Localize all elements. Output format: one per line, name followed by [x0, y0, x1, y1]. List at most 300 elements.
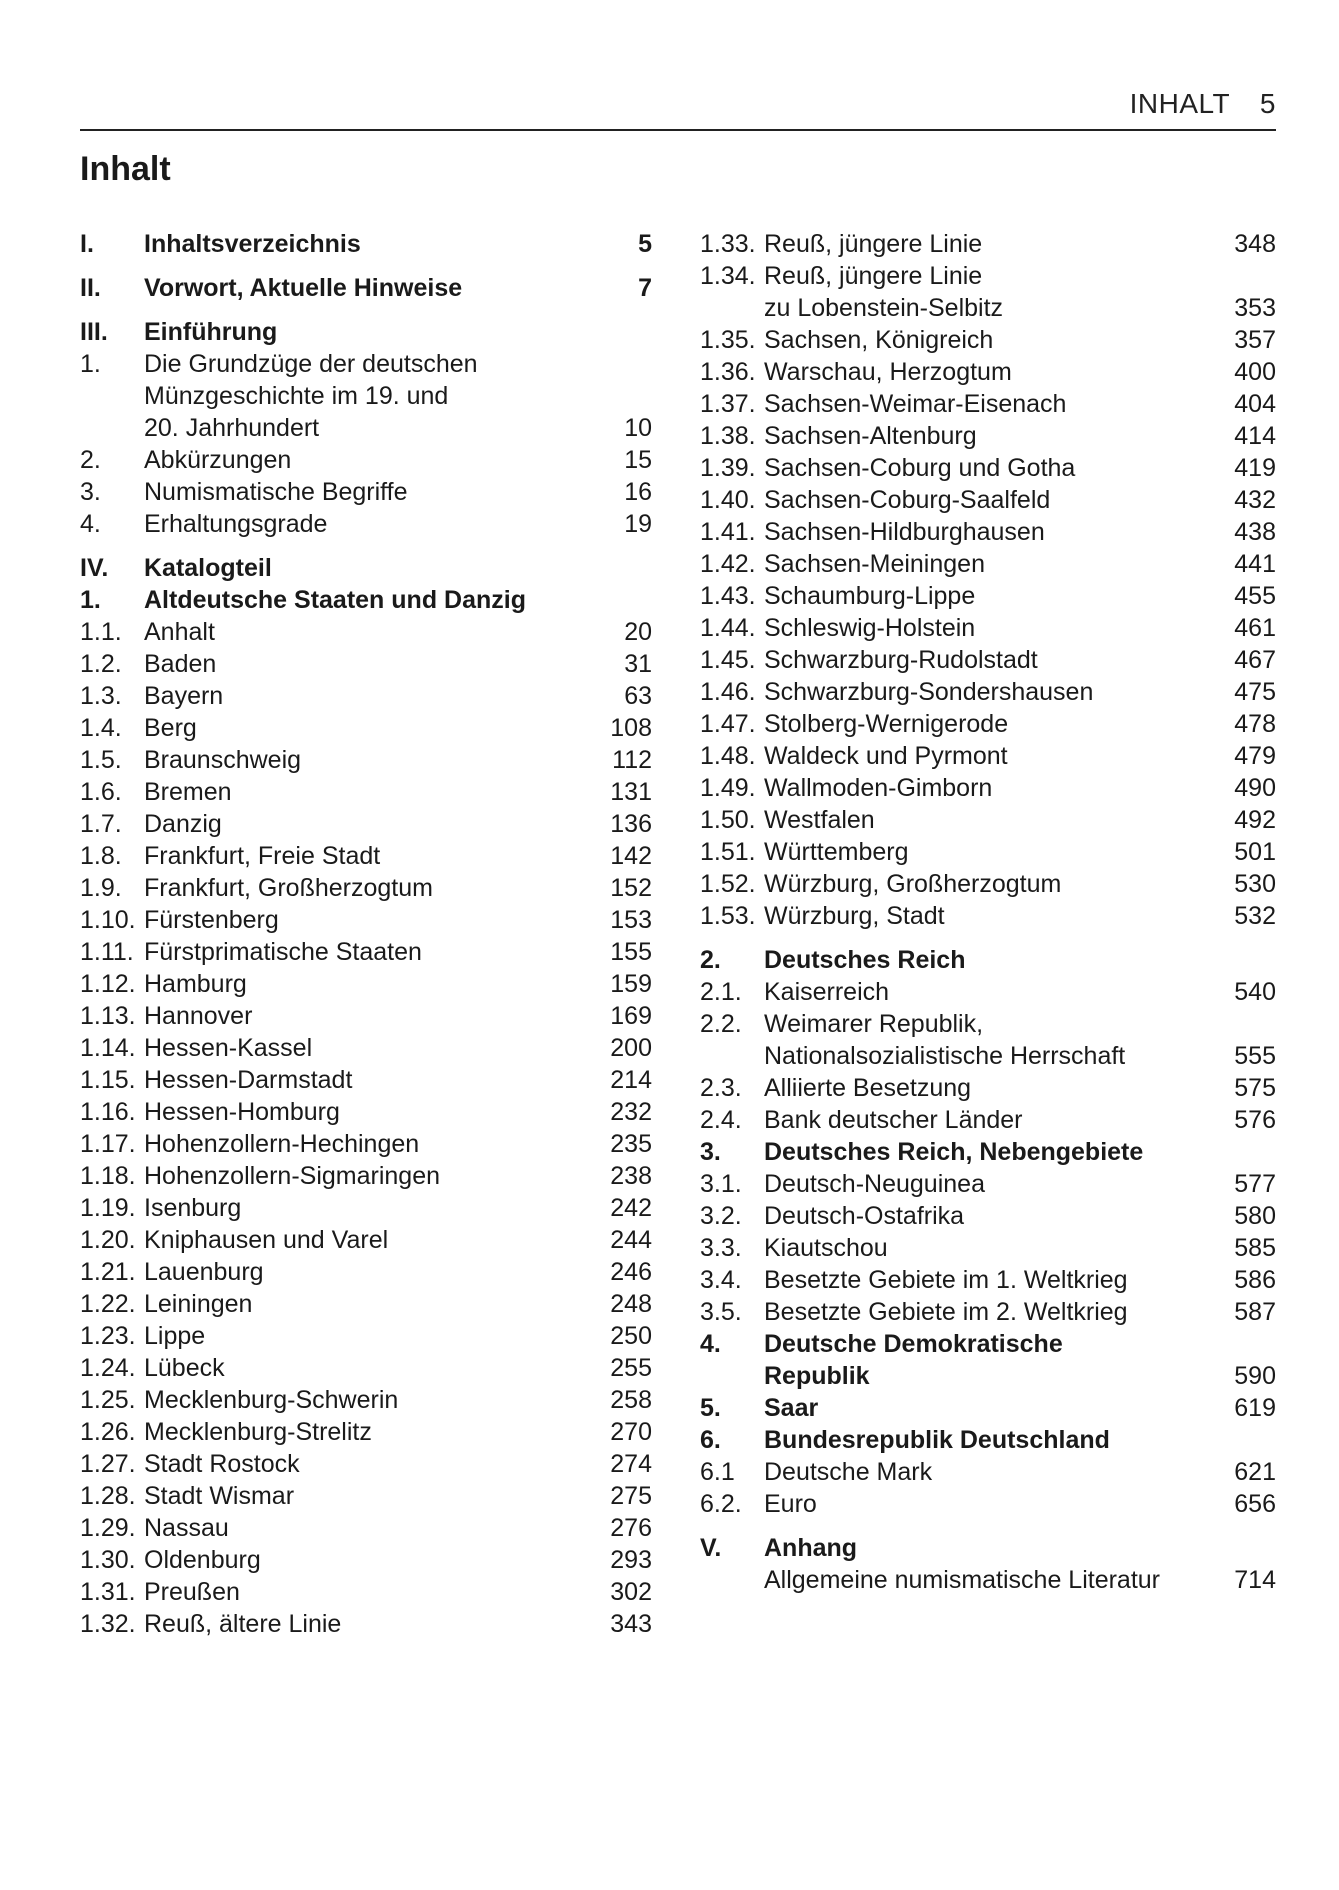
toc-entry-title [764, 1072, 1196, 1104]
toc-entry-title [144, 776, 572, 808]
toc-entry [80, 1384, 652, 1416]
toc-entry-number: 1.33. [700, 230, 756, 258]
toc-entry-page: 467 [1234, 646, 1276, 674]
toc-entry-number: 1.27. [80, 1450, 136, 1478]
toc-entry-title-line: Fürstenberg [144, 906, 279, 934]
toc-entry [700, 1264, 1276, 1296]
toc-entry [700, 944, 1276, 976]
toc-entry-title-line: Besetzte Gebiete im 1. Weltkrieg [764, 1266, 1128, 1294]
toc-entry-page: 585 [1234, 1234, 1276, 1262]
toc-entry-title [764, 516, 1196, 548]
toc-entry-title [144, 1416, 572, 1448]
toc-entry-title-line: Berg [144, 714, 197, 742]
toc-entry-title [144, 1128, 572, 1160]
toc-entry-title-line: Bremen [144, 778, 232, 806]
toc-entry-title [764, 388, 1196, 420]
toc-entry-page: 169 [610, 1002, 652, 1030]
toc-entry-title-line: Deutsch-Ostafrika [764, 1202, 965, 1230]
toc-entry [700, 260, 1276, 324]
toc-entry [80, 872, 652, 904]
toc-entry-title [144, 744, 572, 776]
toc-entry-number: 1.50. [700, 806, 756, 834]
toc-entry-number: 1.15. [80, 1066, 136, 1094]
toc-entry-title-line: Anhang [764, 1534, 858, 1562]
toc-entry-title [144, 1032, 572, 1064]
toc-entry-number: 1.7. [80, 810, 122, 838]
toc-entry-page: 576 [1234, 1106, 1276, 1134]
toc-entry-title-line: Kaiserreich [764, 978, 890, 1006]
toc-entry-number: 1.1. [80, 618, 122, 646]
toc-entry [80, 228, 652, 260]
toc-entry [80, 1544, 652, 1576]
toc-entry [700, 1532, 1276, 1564]
toc-entry-title-line: Fürstprimatische Staaten [144, 938, 422, 966]
toc-entry-title-line: Sachsen-Altenburg [764, 422, 977, 450]
toc-entry-title-line: Wallmoden-Gimborn [764, 774, 993, 802]
toc-entry [80, 904, 652, 936]
toc-entry-page: 20 [624, 618, 652, 646]
toc-entry-title-line: Euro [764, 1490, 817, 1518]
toc-entry-title-line: Abkürzungen [144, 446, 292, 474]
toc-entry-title [764, 1104, 1196, 1136]
toc-entry-title-line: Katalogteil [144, 554, 272, 582]
toc-entry-page: 152 [610, 874, 652, 902]
toc-entry-number: 1.30. [80, 1546, 136, 1574]
toc-entry-title-line: Kniphausen und Varel [144, 1226, 389, 1254]
toc-entry-page: 5 [638, 230, 652, 258]
toc-entry-number: 4. [700, 1330, 721, 1358]
toc-entry-title [764, 1200, 1196, 1232]
toc-entry-title-line: Republik [764, 1362, 870, 1390]
toc-entry-number: 1.22. [80, 1290, 136, 1318]
toc-entry-page: 275 [610, 1482, 652, 1510]
toc-entry-page: 438 [1234, 518, 1276, 546]
toc-entry-page: 155 [610, 938, 652, 966]
toc-entry-number: 1.6. [80, 778, 122, 806]
toc-entry [80, 1000, 652, 1032]
header-rule [80, 129, 1276, 131]
toc-entry-title [144, 1384, 572, 1416]
toc-entry-number: 1.35. [700, 326, 756, 354]
toc-entry-title-line: Isenburg [144, 1194, 242, 1222]
toc-entry-number: 2. [700, 946, 721, 974]
toc-entry-page: 540 [1234, 978, 1276, 1006]
toc-entry-number: 1.10. [80, 906, 136, 934]
toc-entry-title-line: Mecklenburg-Strelitz [144, 1418, 372, 1446]
toc-entry [80, 1064, 652, 1096]
toc-entry-number: 1.4. [80, 714, 122, 742]
toc-entry-page: 580 [1234, 1202, 1276, 1230]
toc-entry-title [764, 228, 1196, 260]
toc-entry-title [144, 872, 572, 904]
toc-entry [700, 1424, 1276, 1456]
toc-entry-title-line: Deutsches Reich, Nebengebiete [764, 1138, 1144, 1166]
toc-entry-number: 1.2. [80, 650, 122, 678]
toc-entry-title-line: Numismatische Begriffe [144, 478, 408, 506]
toc-entry-page: 348 [1234, 230, 1276, 258]
toc-entry [80, 744, 652, 776]
toc-entry-number: 1.32. [80, 1610, 136, 1638]
toc-entry-title [764, 260, 1196, 324]
toc-entry-title-line: Nationalsozialistische Herrschaft [764, 1042, 1126, 1070]
toc-entry-title [144, 1256, 572, 1288]
toc-entry-page: 353 [1234, 294, 1276, 322]
toc-entry [80, 272, 652, 304]
toc-entry-number: 1.24. [80, 1354, 136, 1382]
toc-entry-title-line: Württemberg [764, 838, 909, 866]
toc-entry-title [144, 616, 572, 648]
toc-entry-title [144, 840, 572, 872]
toc-entry-number: 1.25. [80, 1386, 136, 1414]
toc-entry-title [144, 1160, 572, 1192]
toc-entry-title-line: Schwarzburg-Sondershausen [764, 678, 1094, 706]
toc-entry-page: 131 [610, 778, 652, 806]
toc-entry-title-line: Hessen-Darmstadt [144, 1066, 353, 1094]
toc-entry-title [144, 1320, 572, 1352]
toc-entry [80, 648, 652, 680]
toc-entry-number: 1.48. [700, 742, 756, 770]
toc-entry-page: 501 [1234, 838, 1276, 866]
toc-entry [700, 1200, 1276, 1232]
running-head-page-number: 5 [1259, 88, 1276, 119]
toc-entry-number: 2.4. [700, 1106, 742, 1134]
toc-entry-page: 276 [610, 1514, 652, 1542]
toc-entry-page: 478 [1234, 710, 1276, 738]
toc-entry-title-line: Warschau, Herzogtum [764, 358, 1012, 386]
toc-entry-number: 3.3. [700, 1234, 742, 1262]
toc-entry [80, 508, 652, 540]
toc-entry-number: 1.53. [700, 902, 756, 930]
toc-entry-title-line: Sachsen-Weimar-Eisenach [764, 390, 1067, 418]
toc-entry-number: 1.45. [700, 646, 756, 674]
toc-entry [700, 740, 1276, 772]
toc-entry-number: 1.38. [700, 422, 756, 450]
toc-entry-title-line: Nassau [144, 1514, 229, 1542]
toc-entry-number: 1.28. [80, 1482, 136, 1510]
toc-entry-page: 530 [1234, 870, 1276, 898]
toc-entry-title-line: Hohenzollern-Sigmaringen [144, 1162, 440, 1190]
toc-entry-page: 200 [610, 1034, 652, 1062]
toc-entry-page: 293 [610, 1546, 652, 1574]
toc-entry-title-line: Münzgeschichte im 19. und [144, 382, 449, 410]
toc-entry [700, 484, 1276, 516]
toc-entry-title [764, 484, 1196, 516]
toc-entry-title [764, 644, 1196, 676]
toc-entry-number: 2.3. [700, 1074, 742, 1102]
toc-entry-page: 274 [610, 1450, 652, 1478]
toc-entry-page: 656 [1234, 1490, 1276, 1518]
toc-entry [700, 612, 1276, 644]
toc-entry-title-line: Altdeutsche Staaten und Danzig [144, 586, 526, 614]
toc-entry-title [144, 712, 572, 744]
toc-entry-title [144, 1480, 572, 1512]
toc-entry-title [764, 1136, 1196, 1168]
toc-entry-page: 621 [1234, 1458, 1276, 1486]
toc-entry-page: 586 [1234, 1266, 1276, 1294]
toc-entry [80, 808, 652, 840]
toc-entry-page: 246 [610, 1258, 652, 1286]
toc-entry-title [764, 740, 1196, 772]
toc-entry-title-line: Hannover [144, 1002, 253, 1030]
toc-entry-title [764, 612, 1196, 644]
toc-entry-number: 1.26. [80, 1418, 136, 1446]
toc-entry-page: 153 [610, 906, 652, 934]
toc-entry [700, 676, 1276, 708]
toc-entry-number: 1.47. [700, 710, 756, 738]
toc-entry [700, 868, 1276, 900]
toc-entry-page: 142 [610, 842, 652, 870]
toc-entry [80, 840, 652, 872]
toc-entry [700, 1136, 1276, 1168]
toc-entry [700, 772, 1276, 804]
toc-entry-number: IV. [80, 554, 109, 582]
toc-entry-title-line: Mecklenburg-Schwerin [144, 1386, 399, 1414]
toc-entry [700, 1392, 1276, 1424]
toc-entry-title-line: Weimarer Republik, [764, 1010, 984, 1038]
toc-entry-number: 3. [80, 478, 101, 506]
toc-entry [80, 1160, 652, 1192]
toc-entry-title-line: Deutsch-Neuguinea [764, 1170, 985, 1198]
toc-entry-number: 1.11. [80, 938, 134, 966]
toc-entry-title [144, 1224, 572, 1256]
toc-entry-title-line: Erhaltungsgrade [144, 510, 328, 538]
toc-entry-title [144, 936, 572, 968]
toc-entry-number: I. [80, 230, 94, 258]
toc-entry [700, 644, 1276, 676]
toc-entry-page: 532 [1234, 902, 1276, 930]
toc-entry-title [764, 676, 1196, 708]
toc-entry-title-line: Reuß, jüngere Linie [764, 262, 983, 290]
toc-entry-title-line: Sachsen-Coburg-Saalfeld [764, 486, 1051, 514]
toc-entry-title-line: Stadt Wismar [144, 1482, 295, 1510]
toc-entry-title-line: Sachsen-Meiningen [764, 550, 985, 578]
toc-entry-page: 492 [1234, 806, 1276, 834]
toc-entry [80, 1416, 652, 1448]
toc-entry-title [764, 836, 1196, 868]
toc-entry-title-line: Frankfurt, Freie Stadt [144, 842, 381, 870]
toc-entry-page: 270 [610, 1418, 652, 1446]
toc-entry-page: 248 [610, 1290, 652, 1318]
toc-entry-page: 432 [1234, 486, 1276, 514]
toc-entry-title-line: Oldenburg [144, 1546, 261, 1574]
toc-entry-page: 19 [624, 510, 652, 538]
toc-entry-number: 3.4. [700, 1266, 742, 1294]
toc-entry-title-line: zu Lobenstein-Selbitz [764, 294, 1004, 322]
toc-entry-title-line: Anhalt [144, 618, 215, 646]
toc-entry-title-line: Bayern [144, 682, 224, 710]
toc-entry-title-line: Bundesrepublik Deutschland [764, 1426, 1110, 1454]
toc-entry [700, 228, 1276, 260]
toc-entry-title-line: Reuß, ältere Linie [144, 1610, 342, 1638]
toc-entry-title [764, 356, 1196, 388]
toc-entry-title [764, 420, 1196, 452]
toc-entry-number: 1.42. [700, 550, 756, 578]
toc-entry [80, 1032, 652, 1064]
toc-entry-number: 3.5. [700, 1298, 742, 1326]
toc-entry-number: 1.51. [700, 838, 756, 866]
toc-entry-title [764, 1532, 1196, 1564]
toc-entry-title [764, 976, 1196, 1008]
toc-entry [80, 712, 652, 744]
toc-entry-title [144, 1096, 572, 1128]
toc-entry [80, 1256, 652, 1288]
toc-entry [80, 444, 652, 476]
toc-entry [80, 1480, 652, 1512]
toc-entry-number: 1.34. [700, 262, 756, 290]
toc-entry-number: 1.19. [80, 1194, 136, 1222]
toc-entry-title-line: Würzburg, Großherzogtum [764, 870, 1062, 898]
toc-entry [700, 580, 1276, 612]
toc-entry-page: 15 [624, 446, 652, 474]
toc-entry-number: 6.2. [700, 1490, 742, 1518]
toc-entry-title [144, 1576, 572, 1608]
toc-entry-number: 1.14. [80, 1034, 136, 1062]
toc-entry [700, 1328, 1276, 1392]
toc-entry-title [144, 1448, 572, 1480]
toc-entry-page: 587 [1234, 1298, 1276, 1326]
toc-entry [700, 836, 1276, 868]
toc-entry [700, 452, 1276, 484]
toc-entry-page: 31 [624, 650, 652, 678]
toc-entry-page: 461 [1234, 614, 1276, 642]
toc-entry-page: 479 [1234, 742, 1276, 770]
toc-entry-page: 400 [1234, 358, 1276, 386]
toc-right-column [700, 228, 1276, 1596]
toc-entry-number: 2.2. [700, 1010, 742, 1038]
toc-entry-title [764, 900, 1196, 932]
toc-entry-title [764, 324, 1196, 356]
toc-entry-title [764, 1564, 1196, 1596]
toc-entry-page: 63 [624, 682, 652, 710]
toc-entry-title-line: Sachsen, Königreich [764, 326, 994, 354]
toc-entry-page: 590 [1234, 1362, 1276, 1390]
toc-entry-title [144, 1544, 572, 1576]
toc-entry-title [144, 808, 572, 840]
toc-entry [80, 1096, 652, 1128]
toc-entry [700, 356, 1276, 388]
toc-entry-title-line: Schaumburg-Lippe [764, 582, 976, 610]
toc-entry-title-line: Frankfurt, Großherzogtum [144, 874, 433, 902]
toc-entry-number: 1.39. [700, 454, 756, 482]
toc-entry-title-line: Hamburg [144, 970, 247, 998]
toc-entry-title [144, 508, 572, 540]
toc-entry [80, 1512, 652, 1544]
toc-entry-page: 235 [610, 1130, 652, 1158]
toc-entry-number: 2. [80, 446, 101, 474]
toc-entry-title-line: Baden [144, 650, 217, 678]
toc-entry [80, 348, 652, 444]
toc-entry [700, 1456, 1276, 1488]
toc-entry-title-line: Vorwort, Aktuelle Hinweise [144, 274, 463, 302]
toc-entry-number: 3.1. [700, 1170, 742, 1198]
toc-entry-title [144, 228, 572, 260]
toc-entry-title [764, 1232, 1196, 1264]
toc-entry-page: 108 [610, 714, 652, 742]
toc-entry [700, 1564, 1276, 1596]
toc-entry [700, 324, 1276, 356]
toc-entry-title-line: Waldeck und Pyrmont [764, 742, 1008, 770]
toc-entry-page: 619 [1234, 1394, 1276, 1422]
toc-entry-number: 1.21. [80, 1258, 136, 1286]
toc-entry [80, 1448, 652, 1480]
toc-entry-number: 1.44. [700, 614, 756, 642]
toc-entry-title-line: Leiningen [144, 1290, 253, 1318]
toc-entry-title [144, 444, 572, 476]
toc-entry-number: 6.1 [700, 1458, 735, 1486]
toc-entry-title [764, 944, 1196, 976]
toc-entry-number: 1.36. [700, 358, 756, 386]
toc-entry-title-line: 20. Jahrhundert [144, 414, 320, 442]
toc-entry-number: 1.16. [80, 1098, 136, 1126]
toc-entry-title-line: Hessen-Kassel [144, 1034, 313, 1062]
toc-entry [700, 1008, 1276, 1072]
toc-entry-number: 1.18. [80, 1162, 136, 1190]
toc-entry [80, 1608, 652, 1640]
toc-entry-title-line: Deutsches Reich [764, 946, 966, 974]
toc-entry-number: 6. [700, 1426, 721, 1454]
toc-entry-title [764, 1008, 1196, 1072]
toc-entry-title [144, 552, 572, 584]
toc-entry-title [764, 1424, 1196, 1456]
toc-entry [700, 388, 1276, 420]
toc-entry-page: 258 [610, 1386, 652, 1414]
toc-entry-title-line: Bank deutscher Länder [764, 1106, 1023, 1134]
toc-entry [80, 584, 652, 616]
toc-entry-number: 1.9. [80, 874, 122, 902]
toc-entry [80, 1288, 652, 1320]
toc-entry-page: 419 [1234, 454, 1276, 482]
toc-entry-page: 244 [610, 1226, 652, 1254]
toc-entry-page: 16 [624, 478, 652, 506]
toc-entry-number: 1.3. [80, 682, 122, 710]
toc-entry-title-line: Hohenzollern-Hechingen [144, 1130, 420, 1158]
toc-entry-title [764, 772, 1196, 804]
toc-entry-page: 577 [1234, 1170, 1276, 1198]
page-title: Inhalt [80, 150, 171, 188]
toc-entry-number: V. [700, 1534, 722, 1562]
toc-entry-title-line: Sachsen-Hildburghausen [764, 518, 1045, 546]
toc-entry-title-line: Stolberg-Wernigerode [764, 710, 1009, 738]
toc-entry-page: 250 [610, 1322, 652, 1350]
toc-entry [80, 316, 652, 348]
toc-entry [80, 1320, 652, 1352]
toc-entry-title-line: Lübeck [144, 1354, 225, 1382]
toc-entry-title [764, 1168, 1196, 1200]
toc-entry-title-line: Allgemeine numismatische Literatur [764, 1566, 1161, 1594]
toc-entry [80, 1192, 652, 1224]
toc-entry [700, 804, 1276, 836]
toc-entry-title-line: Danzig [144, 810, 222, 838]
toc-entry-title [764, 1392, 1196, 1424]
toc-entry-title [764, 1456, 1196, 1488]
toc-entry-page: 441 [1234, 550, 1276, 578]
toc-entry-number: 1.17. [80, 1130, 136, 1158]
toc-entry-page: 490 [1234, 774, 1276, 802]
toc-entry-page: 302 [610, 1578, 652, 1606]
toc-entry-number: 1.31. [80, 1578, 136, 1606]
toc-entry-title [144, 648, 572, 680]
toc-entry-page: 242 [610, 1194, 652, 1222]
toc-entry [80, 552, 652, 584]
toc-entry-title-line: Saar [764, 1394, 819, 1422]
toc-entry-title [764, 708, 1196, 740]
toc-entry [700, 516, 1276, 548]
toc-entry-page: 575 [1234, 1074, 1276, 1102]
toc-entry-number: 1.5. [80, 746, 122, 774]
toc-entry [80, 1224, 652, 1256]
toc-entry-title-line: Schwarzburg-Rudolstadt [764, 646, 1038, 674]
toc-entry-page: 136 [610, 810, 652, 838]
